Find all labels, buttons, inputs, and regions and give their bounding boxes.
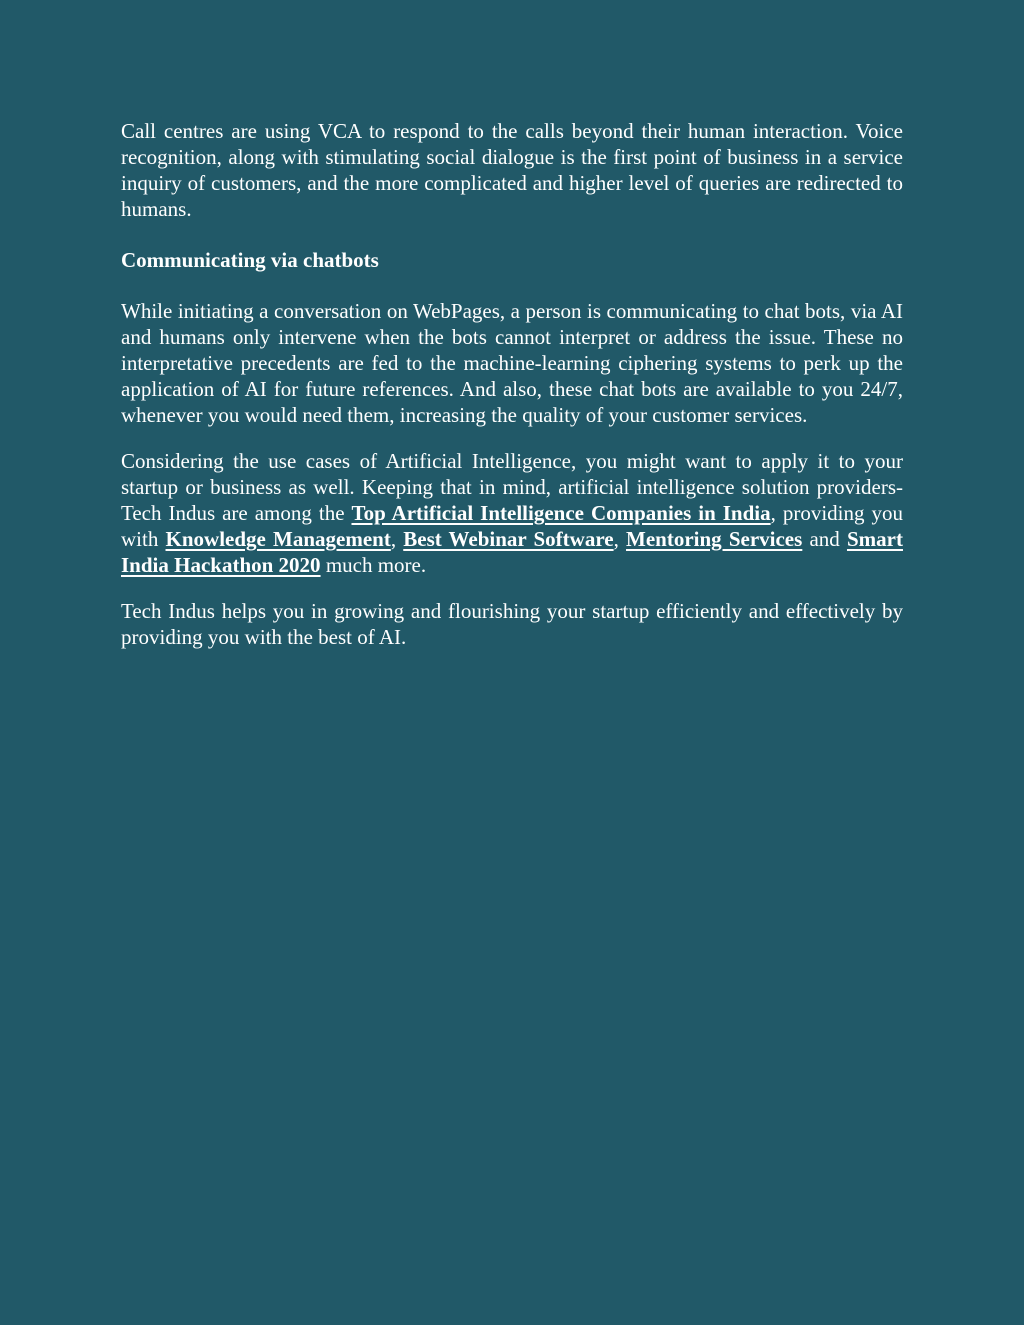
comma-separator: , [390, 527, 404, 551]
smart-india-hackathon-link[interactable]: Smart India Hackathon 2020 [121, 527, 903, 577]
and-text: and [802, 527, 847, 551]
use-cases-paragraph [121, 448, 903, 578]
use-cases-text: Considering the use cases of Artificial Intelligence, you might want to apply it to your startup or business as well. Keeping that in mind, artificial intelligence solution providers- Tech Indus are among the [121, 449, 903, 525]
best-webinar-software-link[interactable]: Best Webinar Software [403, 527, 614, 551]
knowledge-management-link[interactable]: Knowledge Management [165, 527, 391, 551]
chatbots-paragraph: While initiating a conversation on WebPages, a person is communicating to chat bots, via AI and humans only intervene when the bots cannot interpret or address the issue. These no interpretative precedents are fed to the machine-learning ciphering systems to perk up the application of AI for future references. And also, these chat bots are available to you 24/7, whenever you would need them, increasing the quality of your customer services. [121, 299, 903, 427]
closing-paragraph: Tech Indus helps you in growing and flourishing your startup efficiently and effectively by providing you with the best of AI. [121, 599, 903, 649]
intro-paragraph: Call centres are using VCA to respond to the calls beyond their human interaction. Voice recognition, along with stimulating social dialogue is the first point of business in a service inquiry of customers, and the more complicated and higher level of queries are redirected to humans. [121, 119, 903, 221]
much-more-text: much more. [320, 553, 427, 577]
section-heading: Communicating via chatbots [121, 248, 379, 272]
top-ai-companies-link[interactable]: Top Artificial Intelligence Companies in India [351, 501, 771, 525]
comma-separator: , [613, 527, 627, 551]
mentoring-services-link[interactable]: Mentoring Services [626, 527, 803, 551]
document-page [121, 118, 903, 675]
providing-text: , providing you with [121, 501, 903, 551]
